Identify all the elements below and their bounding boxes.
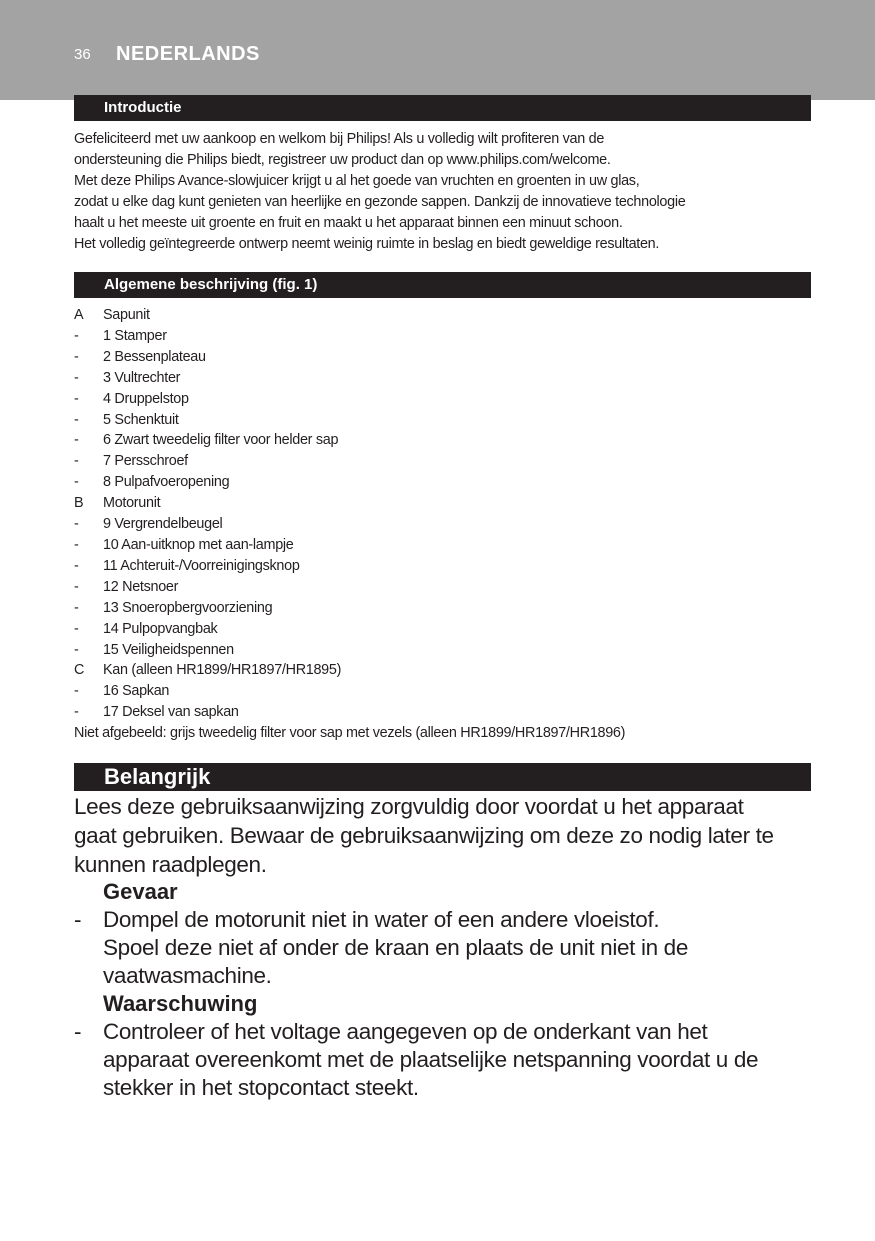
page-number: 36 xyxy=(74,46,91,63)
list-item xyxy=(74,598,814,619)
list-item xyxy=(74,619,814,640)
list-item xyxy=(74,681,814,702)
list-item xyxy=(74,451,814,472)
list-marker: - xyxy=(74,704,79,721)
warning-line: Controleer of het voltage aangegeven op de onderkant van het xyxy=(103,1019,708,1044)
list-item-text: 7 Persschroef xyxy=(103,453,188,470)
language-title: NEDERLANDS xyxy=(116,43,260,65)
intro-line: ondersteuning die Philips biedt, registreer uw product dan op www.philips.com/welcome. xyxy=(74,152,611,168)
intro-line: haalt u het meeste uit groente en fruit en maakt u het apparaat binnen een minuut schoon. xyxy=(74,215,623,231)
list-marker: - xyxy=(74,641,79,658)
list-item-text: 13 Snoeropbergvoorziening xyxy=(103,599,273,616)
list-item-text: Motorunit xyxy=(103,495,161,512)
list-marker: - xyxy=(74,474,79,491)
not-shown-note: Niet afgebeeld: grijs tweedelig filter voor sap met vezels (alleen HR1899/HR1897/HR1896) xyxy=(74,725,626,742)
list-item-text: 15 Veiligheidspennen xyxy=(103,641,234,658)
list-marker: - xyxy=(74,369,79,386)
list-marker: A xyxy=(74,307,84,323)
list-item-text: Kan (alleen HR1899/HR1897/HR1895) xyxy=(103,662,342,679)
list-item-text: 10 Aan-uitknop met aan-lampje xyxy=(103,536,294,553)
list-item-text: 8 Pulpafvoeropening xyxy=(103,474,230,491)
list-marker: B xyxy=(74,495,84,512)
list-marker: - xyxy=(74,348,79,365)
section-heading-important: Belangrijk xyxy=(74,763,811,791)
danger-item xyxy=(74,906,814,990)
list-marker: - xyxy=(74,432,79,449)
list-item-text: 16 Sapkan xyxy=(103,683,170,700)
list-item xyxy=(74,577,814,598)
list-marker: - xyxy=(74,516,79,533)
danger-heading: Gevaar xyxy=(103,879,178,904)
list-item xyxy=(74,514,814,535)
list-marker: C xyxy=(74,662,85,679)
list-marker: - xyxy=(74,620,79,637)
list-item-text: 2 Bessenplateau xyxy=(103,348,206,365)
list-item-text: 1 Stamper xyxy=(103,327,167,344)
bullet-marker: - xyxy=(74,907,82,932)
list-marker: - xyxy=(74,411,79,428)
list-item xyxy=(74,640,814,661)
list-item-text: 12 Netsnoer xyxy=(103,578,179,595)
list-item-text: 4 Druppelstop xyxy=(103,390,189,407)
warning-line: apparaat overeenkomt met de plaatselijke netspanning voordat u de xyxy=(103,1047,759,1072)
list-item xyxy=(74,472,814,493)
list-marker: - xyxy=(74,327,79,344)
list-item xyxy=(74,410,814,431)
intro-line: Gefeliciteerd met uw aankoop en welkom bij Philips! Als u volledig wilt profiteren van de xyxy=(74,131,605,147)
intro-line: Met deze Philips Avance-slowjuicer krijgt u al het goede van vruchten en groenten in uw glas, xyxy=(74,173,640,189)
intro-line: Het volledig geïntegreerde ontwerp neemt weinig ruimte in beslag en biedt geweldige resultaten. xyxy=(74,236,660,252)
list-marker: - xyxy=(74,453,79,470)
list-item xyxy=(74,347,814,368)
list-item xyxy=(74,305,814,326)
list-item xyxy=(74,368,814,389)
list-marker: - xyxy=(74,599,79,616)
bullet-marker: - xyxy=(74,1019,82,1044)
list-marker: - xyxy=(74,557,79,574)
intro-paragraph xyxy=(74,129,814,255)
list-marker: - xyxy=(74,390,79,407)
list-marker: - xyxy=(74,578,79,595)
warning-line: stekker in het stopcontact steekt. xyxy=(103,1075,419,1100)
warning-item xyxy=(74,1018,814,1102)
list-item-text: 14 Pulpopvangbak xyxy=(103,620,218,637)
list-item-text: 17 Deksel van sapkan xyxy=(103,704,239,721)
danger-line: vaatwasmachine. xyxy=(103,963,272,988)
list-item-text: 6 Zwart tweedelig filter voor helder sap xyxy=(103,432,339,449)
list-item xyxy=(74,326,814,347)
list-item xyxy=(74,389,814,410)
list-marker: - xyxy=(74,683,79,700)
list-item-text: 3 Vultrechter xyxy=(103,369,181,386)
important-line: gaat gebruiken. Bewaar de gebruiksaanwijzing om deze zo nodig later te xyxy=(74,823,774,848)
list-item xyxy=(74,535,814,556)
important-line: kunnen raadplegen. xyxy=(74,852,267,877)
list-item xyxy=(74,430,814,451)
list-item xyxy=(74,660,814,681)
section-heading-intro: Introductie xyxy=(74,95,811,121)
warning-heading: Waarschuwing xyxy=(103,991,258,1016)
header-band xyxy=(0,0,875,100)
list-item-text: 9 Vergrendelbeugel xyxy=(103,516,223,533)
danger-line: Dompel de motorunit niet in water of een andere vloeistof. xyxy=(103,907,660,932)
list-marker: - xyxy=(74,536,79,553)
section-heading-description: Algemene beschrijving (fig. 1) xyxy=(74,272,811,298)
list-item xyxy=(74,493,814,514)
list-item-text: Sapunit xyxy=(103,307,150,323)
list-item xyxy=(74,702,814,723)
important-paragraph xyxy=(74,792,814,879)
list-item-text: 5 Schenktuit xyxy=(103,411,179,428)
intro-line: zodat u elke dag kunt genieten van heerlijke en gezonde sappen. Dankzij de innovatieve technologie xyxy=(74,194,686,210)
important-line: Lees deze gebruiksaanwijzing zorgvuldig door voordat u het apparaat xyxy=(74,794,744,819)
danger-line: Spoel deze niet af onder de kraan en plaats de unit niet in de xyxy=(103,935,688,960)
parts-list xyxy=(74,305,814,744)
list-item-text: 11 Achteruit-/Voorreinigingsknop xyxy=(103,557,300,574)
list-item xyxy=(74,556,814,577)
